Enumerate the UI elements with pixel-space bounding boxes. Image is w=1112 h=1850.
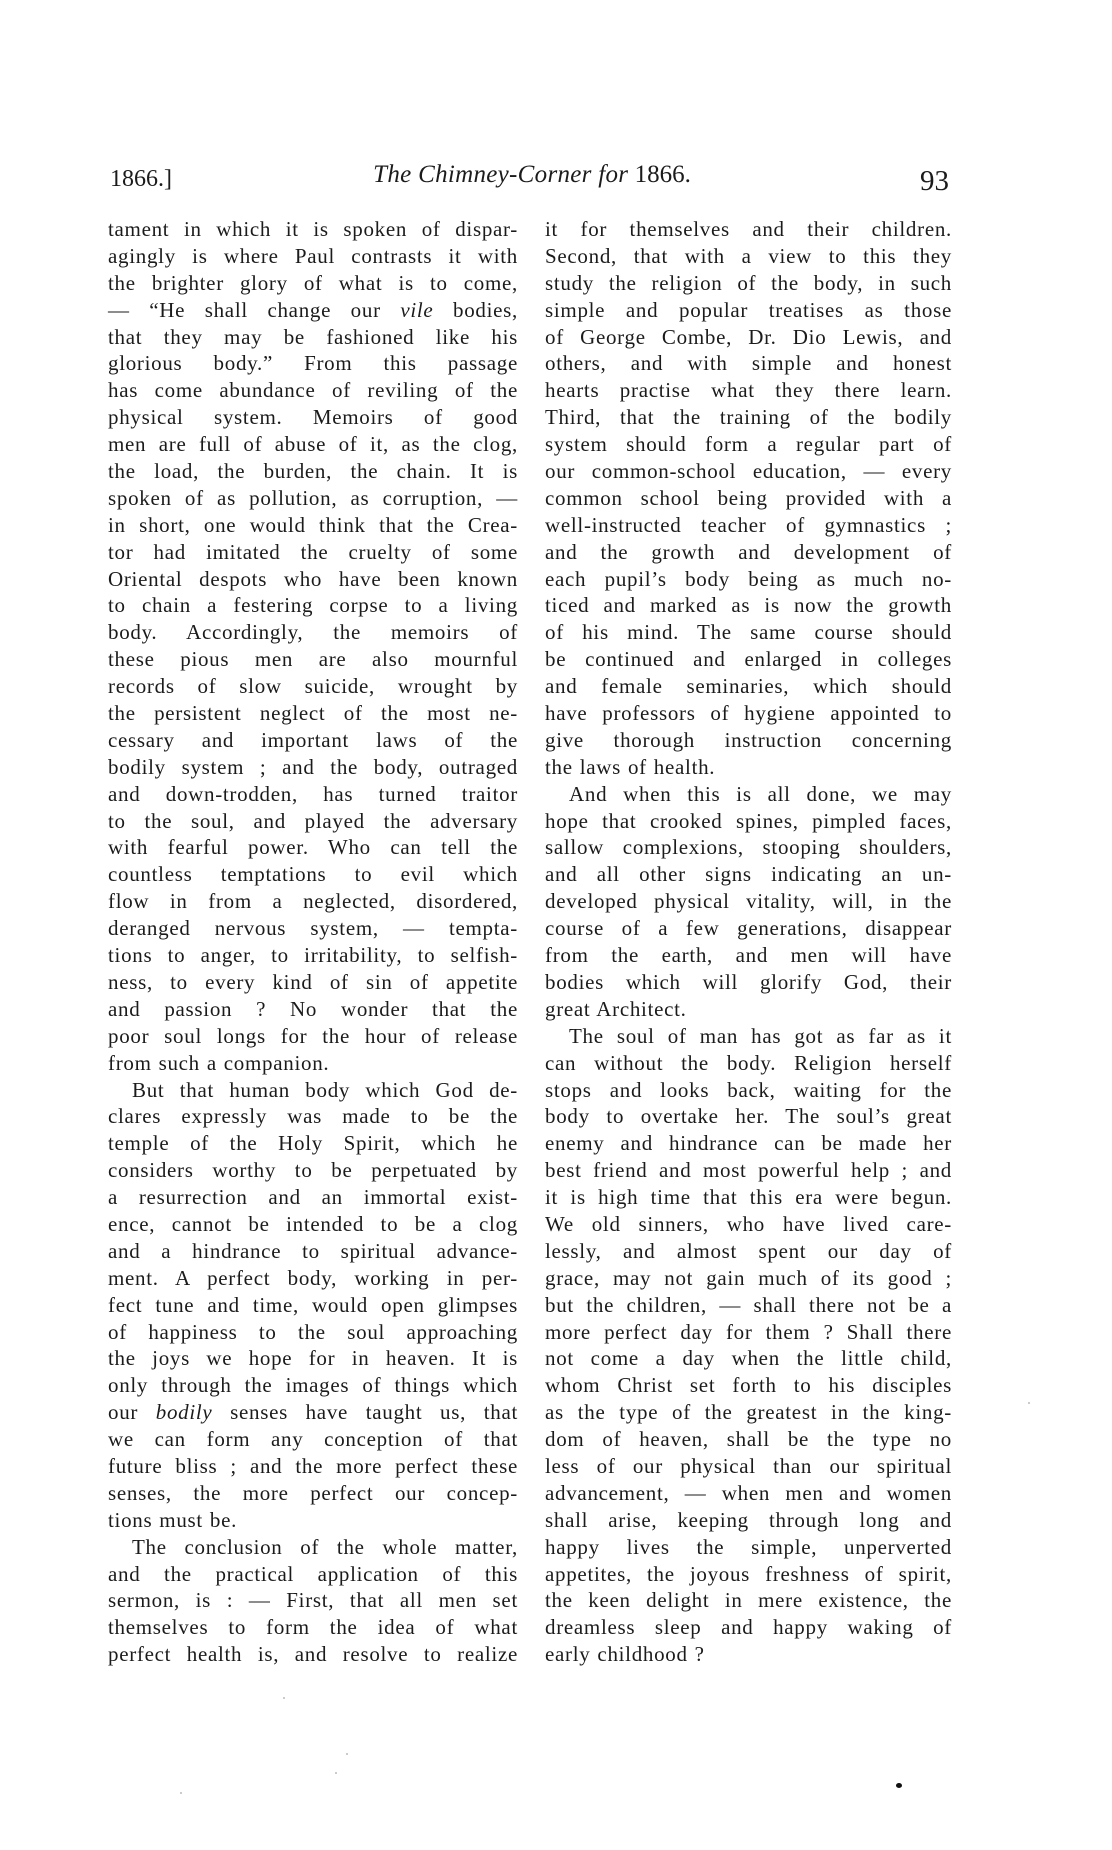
text-segment: give thorough instruction concerning	[545, 727, 952, 752]
text-segment: common school being provided with a	[545, 485, 952, 510]
paper-mark	[346, 1753, 348, 1755]
text-line	[545, 808, 952, 835]
text-segment: study the religion of the body, in such	[545, 270, 952, 295]
text-line	[545, 592, 952, 619]
text-segment: appetites, the joyous freshness of spirit,	[545, 1561, 952, 1586]
text-segment: simple and popular treatises as those	[545, 297, 952, 322]
text-line	[108, 350, 518, 377]
text-segment: our common-school education, — every	[545, 459, 952, 484]
running-head-title-year: 1866.	[634, 161, 691, 188]
text-line	[545, 996, 952, 1023]
text-line	[545, 1077, 952, 1104]
text-segment: bodies which will glorify God, their	[545, 969, 952, 994]
text-segment: from the earth, and men will have	[545, 943, 952, 968]
text-line	[545, 1238, 952, 1265]
text-segment: Third, that the training of the bodily	[545, 405, 952, 430]
text-line	[108, 243, 518, 270]
text-line	[545, 512, 952, 539]
text-segment: Oriental despots who have been known	[108, 566, 518, 591]
text-line	[108, 1614, 518, 1641]
text-segment: Second, that with a view to this they	[545, 243, 952, 268]
text-segment: happy lives the simple, unperverted	[545, 1534, 952, 1559]
running-head-title	[332, 160, 732, 190]
text-segment: physical system. Memoirs of good	[108, 405, 518, 430]
text-segment: agingly is where Paul contrasts it with	[108, 243, 518, 268]
ink-speck	[896, 1783, 902, 1788]
text-line	[545, 1614, 952, 1641]
text-segment: spoken of as pollution, as corruption, —	[108, 485, 518, 510]
running-head-year: 1866.]	[110, 166, 172, 192]
text-segment: The soul of man has got as far as it	[569, 1023, 952, 1048]
text-segment: poor soul longs for the hour of release	[108, 1023, 518, 1048]
text-line	[108, 861, 518, 888]
text-line	[108, 700, 518, 727]
text-segment: each pupil’s body being as much no-	[545, 566, 952, 591]
text-segment: shall arise, keeping through long and	[545, 1507, 952, 1532]
text-line	[545, 270, 952, 297]
text-segment: be continued and enlarged in colleges	[545, 647, 952, 672]
text-segment: considers worthy to be perpetuated by	[108, 1158, 518, 1183]
text-segment: future bliss ; and the more perfect these	[108, 1453, 518, 1478]
text-line	[545, 915, 952, 942]
text-line	[545, 566, 952, 593]
text-line	[545, 1265, 952, 1292]
text-segment: dreamless sleep and happy waking of	[545, 1615, 952, 1640]
text-segment: bodies,	[433, 297, 518, 322]
text-line	[545, 1480, 952, 1507]
text-segment: fect tune and time, would open glimpses	[108, 1292, 518, 1317]
text-segment: more perfect day for them ? Shall there	[545, 1319, 952, 1344]
text-line	[545, 458, 952, 485]
text-segment: senses have taught us, that	[212, 1400, 518, 1425]
text-line	[108, 996, 518, 1023]
text-line	[108, 1641, 518, 1668]
text-line	[545, 754, 952, 781]
text-line	[108, 619, 518, 646]
page-number: 93	[920, 165, 949, 197]
text-line	[108, 808, 518, 835]
text-column-right	[545, 216, 952, 1668]
text-segment: can without the body. Religion herself	[545, 1050, 952, 1075]
text-segment: clares expressly was made to be the	[108, 1104, 518, 1129]
text-line	[545, 216, 952, 243]
italic-text: vile	[400, 297, 434, 322]
text-line	[108, 754, 518, 781]
text-line	[545, 1399, 952, 1426]
text-segment: course of a few generations, disappear	[545, 916, 952, 941]
text-segment: themselves to form the idea of what	[108, 1615, 518, 1640]
text-line	[108, 216, 518, 243]
text-segment: ment. A perfect body, working in per-	[108, 1265, 518, 1290]
text-line	[108, 1345, 518, 1372]
text-line	[545, 1453, 952, 1480]
text-line	[545, 1130, 952, 1157]
text-line	[108, 1292, 518, 1319]
text-line	[545, 1426, 952, 1453]
text-segment: others, and with simple and honest	[545, 351, 952, 376]
text-segment: but the children, — shall there not be a	[545, 1292, 952, 1317]
text-segment: advancement, — when men and women	[545, 1480, 952, 1505]
text-line	[108, 1399, 518, 1426]
text-line	[545, 431, 952, 458]
text-line	[545, 1534, 952, 1561]
text-line	[108, 1587, 518, 1614]
text-segment: not come a day when the little child,	[545, 1346, 952, 1371]
text-segment: the joys we hope for in heaven. It is	[108, 1346, 518, 1371]
text-line	[545, 1103, 952, 1130]
text-segment: that they may be fashioned like his	[108, 324, 518, 349]
text-line	[545, 1157, 952, 1184]
text-column-left	[108, 216, 518, 1668]
text-line	[545, 1507, 952, 1534]
text-segment: and female seminaries, which should	[545, 674, 952, 699]
text-line	[108, 404, 518, 431]
text-segment: a resurrection and an immortal exist-	[108, 1185, 518, 1210]
text-line	[108, 539, 518, 566]
text-segment: developed physical vitality, will, in the	[545, 889, 952, 914]
text-segment: it for themselves and their children.	[545, 217, 952, 241]
text-line	[108, 592, 518, 619]
text-segment: temple of the Holy Spirit, which he	[108, 1131, 518, 1156]
text-line	[545, 1641, 952, 1668]
text-line	[545, 700, 952, 727]
text-segment: less of our physical than our spiritual	[545, 1453, 952, 1478]
running-head-title-text: The Chimney-Corner for	[373, 161, 629, 188]
text-segment: flow in from a neglected, disordered,	[108, 889, 518, 914]
text-segment: the laws of health.	[545, 754, 716, 779]
text-segment: and passion ? No wonder that the	[108, 996, 518, 1021]
text-line	[108, 458, 518, 485]
text-segment: great Architect.	[545, 996, 687, 1021]
text-line	[545, 619, 952, 646]
text-line	[108, 888, 518, 915]
text-line	[108, 1211, 518, 1238]
text-segment: countless temptations to evil which	[108, 862, 518, 887]
text-segment: lessly, and almost spent our day of	[545, 1238, 952, 1263]
text-line	[545, 243, 952, 270]
text-line	[108, 1130, 518, 1157]
text-line	[545, 377, 952, 404]
text-segment: hearts practise what they there learn.	[545, 378, 952, 403]
text-segment: of George Combe, Dr. Dio Lewis, and	[545, 324, 952, 349]
text-segment: only through the images of things which	[108, 1373, 518, 1398]
text-line	[108, 377, 518, 404]
text-segment: early childhood ?	[545, 1642, 705, 1667]
text-segment: tor had imitated the cruelty of some	[108, 539, 518, 564]
text-line	[108, 1507, 518, 1534]
text-segment: The conclusion of the whole matter,	[132, 1534, 518, 1559]
text-line	[545, 1319, 952, 1346]
text-line	[108, 1023, 518, 1050]
text-segment: as the type of the greatest in the king-	[545, 1400, 952, 1425]
text-segment: perfect health is, and resolve to realize	[108, 1642, 518, 1667]
text-line	[108, 1426, 518, 1453]
text-line	[108, 834, 518, 861]
text-segment: well-instructed teacher of gymnastics ;	[545, 512, 952, 537]
text-line	[545, 1211, 952, 1238]
text-line	[108, 915, 518, 942]
text-segment: tions must be.	[108, 1507, 238, 1532]
paper-mark	[335, 1772, 337, 1774]
text-segment: tions to anger, to irritability, to selfish-	[108, 943, 518, 968]
text-segment: and the practical application of this	[108, 1561, 518, 1586]
text-line	[545, 646, 952, 673]
text-line	[108, 1184, 518, 1211]
text-segment: body to overtake her. The soul’s great	[545, 1104, 952, 1129]
text-segment: cessary and important laws of the	[108, 727, 518, 752]
text-segment: the persistent neglect of the most ne-	[108, 701, 518, 726]
text-line	[545, 834, 952, 861]
text-line	[545, 297, 952, 324]
text-segment: tament in which it is spoken of dispar-	[108, 217, 518, 241]
text-line	[545, 727, 952, 754]
paper-mark	[283, 1697, 285, 1699]
text-line	[108, 512, 518, 539]
text-segment: deranged nervous system, — tempta-	[108, 916, 518, 941]
text-line	[108, 1103, 518, 1130]
text-segment: And when this is all done, we may	[569, 781, 952, 806]
text-segment: hope that crooked spines, pimpled faces,	[545, 808, 952, 833]
italic-text: bodily	[155, 1400, 213, 1425]
text-line	[108, 1534, 518, 1561]
text-segment: has come abundance of reviling of the	[108, 378, 518, 403]
text-line	[545, 969, 952, 996]
text-segment: from such a companion.	[108, 1050, 330, 1075]
text-segment: But that human body which God de-	[132, 1077, 518, 1102]
text-line	[545, 888, 952, 915]
paper-mark	[1028, 1402, 1030, 1404]
text-line	[545, 1561, 952, 1588]
text-segment: with fearful power. Who can tell the	[108, 835, 518, 860]
text-line	[545, 861, 952, 888]
text-line	[108, 1265, 518, 1292]
text-segment: dom of heaven, shall be the type no	[545, 1427, 952, 1452]
text-line	[108, 1238, 518, 1265]
text-line	[108, 1077, 518, 1104]
text-line	[108, 1480, 518, 1507]
text-segment: body. Accordingly, the memoirs of	[108, 620, 518, 645]
text-segment: and all other signs indicating an un-	[545, 862, 952, 887]
text-segment: it is high time that this era were begun.	[545, 1185, 952, 1210]
text-line	[545, 404, 952, 431]
text-line	[108, 566, 518, 593]
text-segment: of happiness to the soul approaching	[108, 1319, 518, 1344]
text-line	[108, 1453, 518, 1480]
text-line	[108, 1157, 518, 1184]
text-line	[108, 1319, 518, 1346]
text-segment: sermon, is : — First, that all men set	[108, 1588, 518, 1613]
text-segment: grace, may not gain much of its good ;	[545, 1265, 952, 1290]
text-line	[108, 324, 518, 351]
text-segment: ticed and marked as is now the growth	[545, 593, 952, 618]
text-line	[545, 1372, 952, 1399]
text-line	[108, 1561, 518, 1588]
text-segment: in short, one would think that the Crea-	[108, 512, 518, 537]
text-segment: our	[108, 1400, 156, 1425]
text-line	[108, 270, 518, 297]
text-line	[545, 324, 952, 351]
text-segment: We old sinners, who have lived care-	[545, 1211, 952, 1236]
text-line	[108, 942, 518, 969]
text-segment: we can form any conception of that	[108, 1427, 518, 1452]
text-line	[108, 727, 518, 754]
text-line	[545, 942, 952, 969]
text-segment: system should form a regular part of	[545, 432, 952, 457]
text-line	[108, 673, 518, 700]
text-line	[545, 1292, 952, 1319]
text-segment: records of slow suicide, wrought by	[108, 674, 518, 699]
text-line	[545, 781, 952, 808]
text-segment: best friend and most powerful help ; and	[545, 1158, 952, 1183]
text-segment: stops and looks back, waiting for the	[545, 1077, 952, 1102]
text-segment: bodily system ; and the body, outraged	[108, 754, 518, 779]
text-segment: whom Christ set forth to his disciples	[545, 1373, 952, 1398]
text-line	[545, 1345, 952, 1372]
text-segment: and down-trodden, has turned traitor	[108, 781, 518, 806]
text-line	[545, 539, 952, 566]
text-segment: glorious body.” From this passage	[108, 351, 518, 376]
text-segment: men are full of abuse of it, as the clog,	[108, 432, 518, 457]
text-segment: ence, cannot be intended to be a clog	[108, 1211, 518, 1236]
text-line	[108, 297, 518, 324]
text-line	[108, 1050, 518, 1077]
text-segment: these pious men are also mournful	[108, 647, 518, 672]
text-segment: — “He shall change our	[108, 297, 401, 322]
paper-mark	[180, 1792, 182, 1794]
text-line	[545, 1184, 952, 1211]
text-line	[545, 1023, 952, 1050]
text-line	[545, 1050, 952, 1077]
text-segment: sallow complexions, stooping shoulders,	[545, 835, 952, 860]
text-segment: and the growth and development of	[545, 539, 952, 564]
text-line	[545, 673, 952, 700]
text-segment: enemy and hindrance can be made her	[545, 1131, 952, 1156]
text-line	[545, 485, 952, 512]
text-segment: and a hindrance to spiritual advance-	[108, 1238, 518, 1263]
text-line	[545, 350, 952, 377]
text-line	[108, 781, 518, 808]
text-segment: senses, the more perfect our concep-	[108, 1480, 518, 1505]
text-segment: of his mind. The same course should	[545, 620, 952, 645]
text-line	[108, 1372, 518, 1399]
text-line	[108, 485, 518, 512]
text-segment: to the soul, and played the adversary	[108, 808, 518, 833]
text-line	[545, 1587, 952, 1614]
text-segment: have professors of hygiene appointed to	[545, 701, 952, 726]
text-line	[108, 646, 518, 673]
text-segment: the brighter glory of what is to come,	[108, 270, 518, 295]
text-segment: the keen delight in mere existence, the	[545, 1588, 952, 1613]
text-line	[108, 969, 518, 996]
text-segment: to chain a festering corpse to a living	[108, 593, 518, 618]
text-segment: ness, to every kind of sin of appetite	[108, 969, 518, 994]
text-segment: the load, the burden, the chain. It is	[108, 459, 518, 484]
text-line	[108, 431, 518, 458]
